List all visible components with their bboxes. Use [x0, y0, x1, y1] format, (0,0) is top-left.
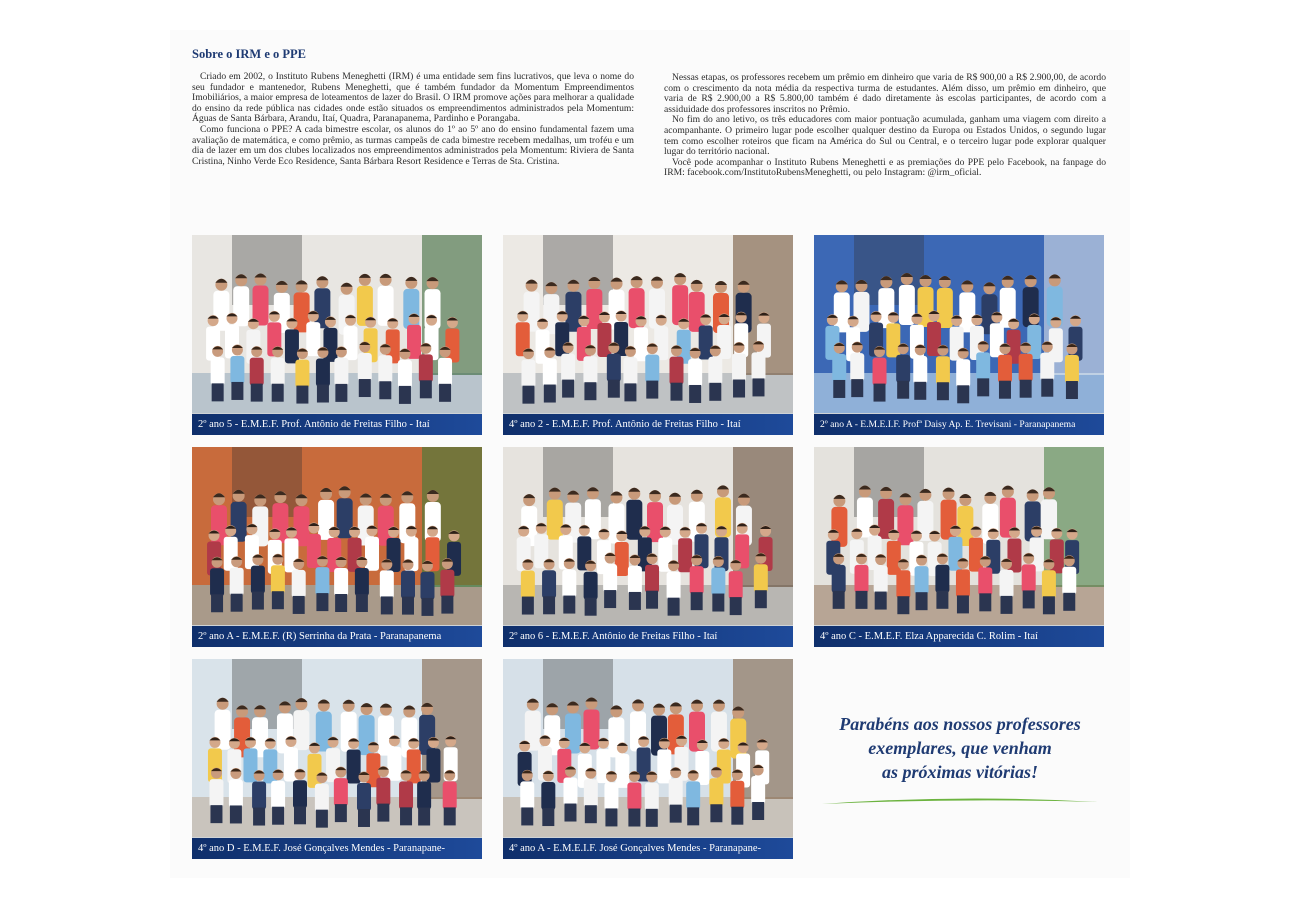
paragraph: Você pode acompanhar o Instituto Rubens Meneghetti e as premiações do PPE pelo Facebook, na fanpage do IRM: facebook.com/InstitutoRubensMeneghetti, ou pelo Instagram: @irm_oficial. [664, 156, 1106, 179]
group-photo-image [192, 447, 482, 625]
congrats-line: Parabéns aos nossos professores [839, 714, 1081, 734]
paragraph: Criado em 2002, o Instituto Rubens Meneghetti (IRM) é uma entidade sem fins lucrativos, que leva o nome do seu fundador e mantenedor, Rubens Meneghetti, que é também fundador da Momentum Empreendimentos Imobiliários, a maior empresa de loteamentos de lazer do Brasil. O IRM promove ações para melhorar a qualidade do ensino da rede pública nas cidades onde estão situados os empreendimentos administrados pela Momentum: Águas de Santa Bárbara, Arandu, Itaí, Quadra, Paranapanema, Pardinho e Porangaba. [192, 71, 634, 125]
photo-caption: 4º ano C - E.M.E.F. Elza Apparecida C. Rolim - Itaí [814, 626, 1104, 647]
class-photo [814, 447, 1104, 647]
group-photo-image [814, 447, 1104, 625]
group-photo-image [503, 235, 793, 413]
group-photo-image [503, 659, 793, 837]
class-photo [503, 659, 793, 859]
group-photo-image [814, 235, 1104, 413]
class-photo [503, 447, 793, 647]
group-photo-image [192, 659, 482, 837]
photo-caption: 2º ano 6 - E.M.E.F. Antônio de Freitas Filho - Itaí [503, 626, 793, 647]
right-text-column [664, 73, 1106, 179]
photo-caption: 4º ano 2 - E.M.E.F. Prof. Antônio de Freitas Filho - Itaí [503, 414, 793, 435]
class-photo [814, 235, 1104, 435]
photo-caption: 2º ano A - E.M.E.I.F. Profª Daisy Ap. E. Trevisani - Paranapanema [814, 414, 1104, 435]
congrats-line: exemplares, que venham [868, 738, 1052, 758]
congratulations-message [815, 712, 1105, 784]
class-photo [192, 659, 482, 859]
group-photo-image [192, 235, 482, 413]
photo-caption: 4º ano A - E.M.E.I.F. José Gonçalves Mendes - Paranapane- [503, 838, 793, 859]
green-swoosh-decoration [820, 792, 1100, 808]
group-photo-image [503, 447, 793, 625]
paragraph: Como funciona o PPE? A cada bimestre escolar, os alunos do 1º ao 5º ano do ensino fundamental fazem uma avaliação de matemática, e como prêmio, as turmas campeãs de cada bimestre recebem medalhas, um troféu e um dia de lazer em um dos clubes localizados nos empreendimentos administrados pela Momentum: Riviera de Santa Cristina, Ninho Verde Eco Residence, Santa Bárbara Resort Residence e Terras de Sta. Cristina. [192, 123, 634, 167]
class-photo [503, 235, 793, 435]
class-photo [192, 447, 482, 647]
paragraph: No fim do ano letivo, os três educadores com maior pontuação acumulada, ganham uma viagem com direito a acompanhante. O primeiro lugar pode escolher qualquer destino da Europa ou Estados Unidos, o segundo lugar tem como escolher roteiros que ficam na América do Sul ou Central, e o terceiro lugar pode explorar qualquer lugar do território nacional. [664, 114, 1106, 158]
paragraph: Nessas etapas, os professores recebem um prêmio em dinheiro que varia de R$ 900,00 a R$ 2.900,00, de acordo com o crescimento da nota média da respectiva turma de estudantes. Além disso, um prêmio em dinheiro, que varia de R$ 2.900,00 a R$ 5.800,00 também é dado diretamente às escolas participantes, de acordo com a assiduidade dos professores inscritos no Prêmio. [664, 72, 1106, 115]
class-photo [192, 235, 482, 435]
section-heading: Sobre o IRM e o PPE [192, 47, 306, 61]
photo-caption: 2º ano 5 - E.M.E.F. Prof. Antônio de Freitas Filho - Itaí [192, 414, 482, 435]
photo-caption: 4º ano D - E.M.E.F. José Gonçalves Mendes - Paranapane- [192, 838, 482, 859]
photo-caption: 2º ano A - E.M.E.F. (R) Serrinha da Prata - Paranapanema [192, 626, 482, 647]
congrats-line: as próximas vitórias! [881, 762, 1039, 782]
left-text-column [192, 72, 634, 167]
